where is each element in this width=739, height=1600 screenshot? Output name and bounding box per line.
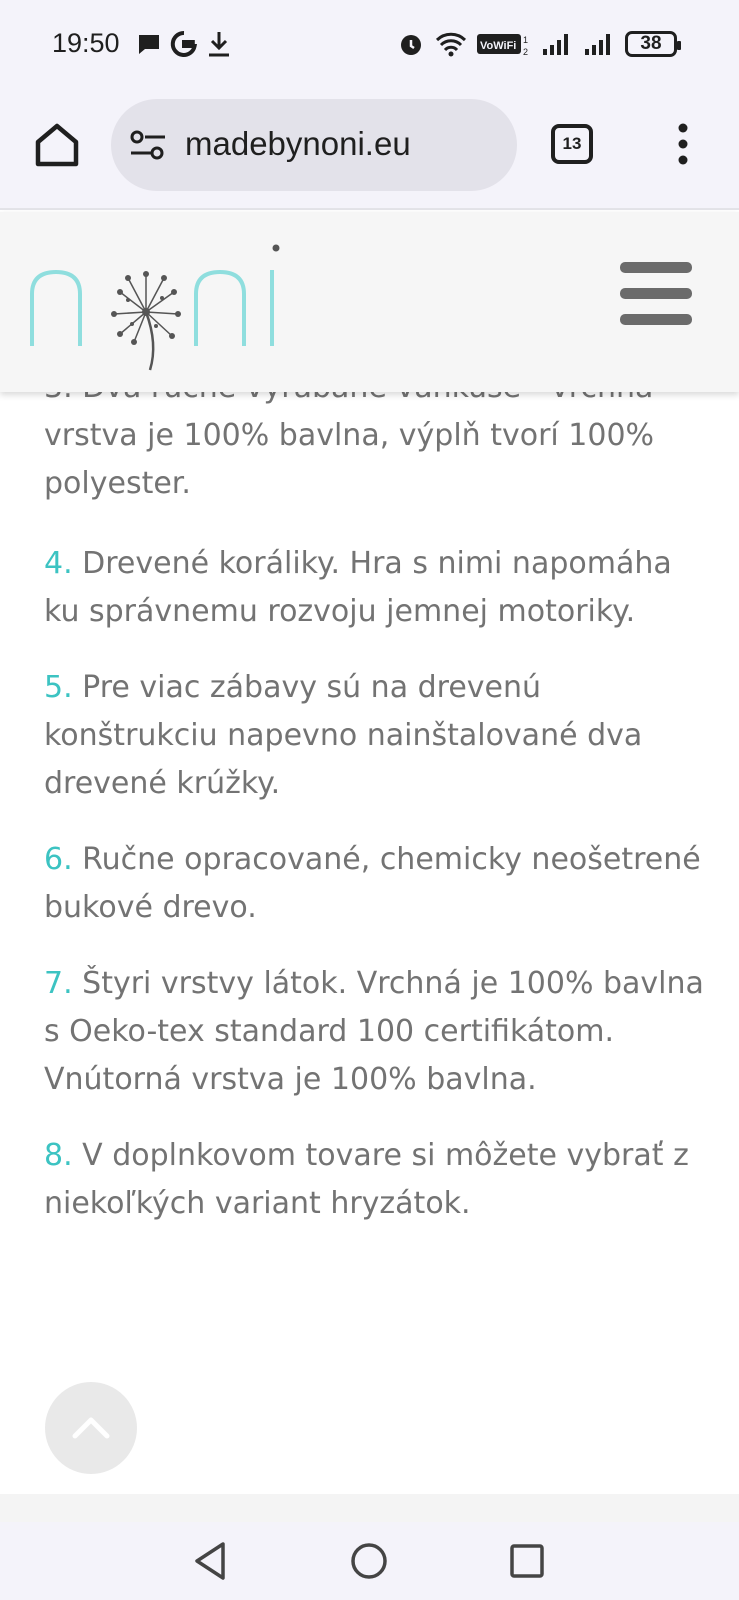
- menu-line: [620, 288, 692, 299]
- tab-count: 13: [562, 134, 582, 153]
- vowifi-icon: [477, 31, 531, 57]
- signal-icon: [541, 31, 573, 57]
- scroll-to-top-button[interactable]: [45, 1382, 137, 1474]
- recents-icon[interactable]: [500, 1534, 554, 1588]
- item-number: 4.: [44, 546, 73, 581]
- item-number: 8.: [44, 1138, 73, 1173]
- system-nav-bar: [0, 1522, 739, 1600]
- more-options-icon[interactable]: [668, 122, 698, 166]
- home-icon[interactable]: [32, 120, 82, 170]
- notification-icons: [136, 30, 232, 58]
- alarm-icon: [397, 30, 425, 58]
- list-item: [44, 1132, 704, 1228]
- menu-line: [620, 314, 692, 325]
- item-3-text: vrstva je 100% bavlna, výplň tvorí 100% polyester.: [44, 418, 655, 501]
- home-nav-icon[interactable]: [342, 1534, 396, 1588]
- download-icon: [206, 30, 232, 58]
- svg-text:2: 2: [523, 47, 529, 57]
- url-text[interactable]: madebynoni.eu: [185, 125, 411, 162]
- item-number: 6.: [44, 842, 73, 877]
- browser-toolbar: [0, 92, 739, 210]
- status-bar: [0, 0, 739, 92]
- noni-logo[interactable]: [28, 234, 288, 384]
- dandelion-icon: [114, 274, 178, 370]
- item-text: Pre viac zábavy sú na drevenú konštrukciu napevno nainštalované dva drevené krúžky.: [44, 670, 643, 801]
- item-number: 7.: [44, 966, 73, 1001]
- item-text: V doplnkovom tovare si môžete vybrať z niekoľkých variant hryzátok.: [44, 1138, 689, 1221]
- item-text: Ručne opracované, chemicky neošetrené bukové drevo.: [44, 842, 701, 925]
- svg-text:VoWiFi: VoWiFi: [480, 40, 517, 52]
- chat-icon: [136, 31, 162, 57]
- address-bar[interactable]: [111, 99, 517, 191]
- item-text: Štyri vrstvy látok. Vrchná je 100% bavlna s Oeko-tex standard 100 certifikátom. Vnútorná vrstva je 100% bavlna.: [44, 966, 704, 1097]
- list-item: [44, 960, 704, 1104]
- signal-icon: [583, 31, 615, 57]
- system-icons: [397, 30, 677, 58]
- menu-line: [620, 262, 692, 273]
- battery-level: 38: [640, 33, 662, 54]
- site-settings-icon[interactable]: [129, 129, 167, 161]
- wifi-icon: [435, 31, 467, 57]
- site-header: [0, 212, 739, 392]
- list-item: [44, 836, 704, 932]
- back-icon[interactable]: [185, 1534, 239, 1588]
- status-time: 19:50: [52, 28, 120, 58]
- features-list: [44, 540, 704, 1256]
- tab-switcher-button[interactable]: [551, 124, 593, 164]
- footer-edge: [0, 1494, 739, 1522]
- battery-icon: [625, 31, 677, 57]
- item-number: 5.: [44, 670, 73, 705]
- hamburger-menu-button[interactable]: [620, 262, 694, 328]
- svg-text:1: 1: [523, 35, 529, 45]
- list-item: [44, 664, 704, 808]
- chevron-up-icon: [45, 1382, 137, 1474]
- item-text: Drevené koráliky. Hra s nimi napomáha ku správnemu rozvoju jemnej motoriky.: [44, 546, 672, 629]
- google-icon: [170, 30, 198, 58]
- list-item: [44, 540, 704, 636]
